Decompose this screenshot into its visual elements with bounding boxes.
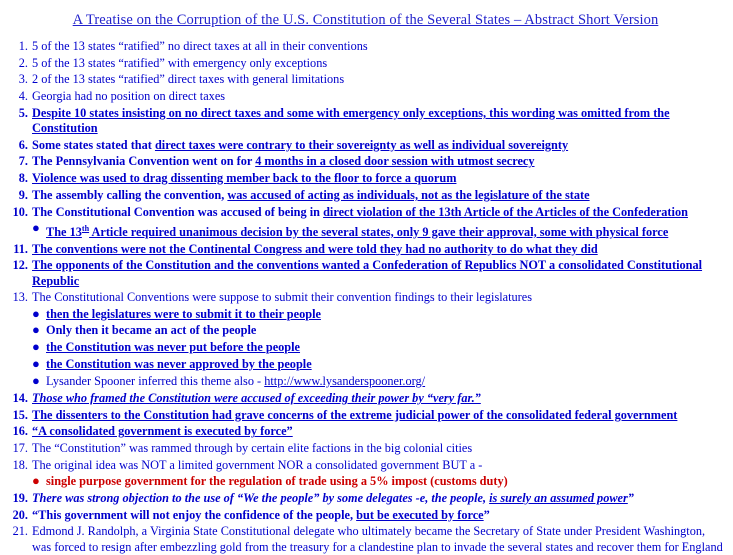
sub-list-13 — [32, 307, 725, 390]
bullet-icon: ● — [32, 219, 40, 235]
list-item-number: 14. — [12, 391, 28, 406]
list-item-number: 10. — [12, 204, 28, 219]
sub-list-item — [32, 340, 725, 355]
list-item — [6, 89, 725, 104]
list-item-text-underlined: was accused of acting as individuals, not as the legislature of the state — [227, 187, 590, 202]
list-item-text: “A consolidated government is executed by force” — [32, 424, 293, 439]
list-item-number: 6. — [18, 137, 28, 152]
list-item-text-pre: The assembly calling the convention, — [32, 187, 228, 202]
sub-list-item-text: the Constitution was never approved by the people — [46, 357, 312, 372]
sub-list-item — [32, 323, 725, 338]
list-item-text: 2 of the 13 states “ratified” direct taxes with general limitations — [32, 72, 345, 87]
list-item-number: 18. — [12, 457, 28, 472]
list-item — [6, 39, 725, 54]
list-item-text-pre: The Pennsylvania Convention went on for — [32, 154, 256, 169]
list-item-text-pre: The Constitutional Convention was accused of being in — [32, 204, 324, 219]
list-item-text: The opponents of the Constitution and the conventions wanted a Confederation of Republics NOT a consolidated Constitutional Republic — [32, 258, 703, 288]
list-item-text-underlined: direct violation of the 13th Article of the Articles of the Confederation — [323, 204, 688, 219]
list-item-number: 20. — [12, 507, 28, 522]
list-item-text: 5 of the 13 states “ratified” with emergency only exceptions — [32, 55, 328, 70]
list-item-number: 3. — [18, 72, 28, 87]
sub-list-item-text: the Constitution was never put before the people — [46, 340, 301, 355]
sub-list-item-text-post: Article required unanimous decision by the several states, only 9 gave their approval, some with physical force — [89, 224, 669, 239]
list-item-number: 16. — [12, 424, 28, 439]
list-item-text-post: ” — [627, 491, 634, 505]
list-item — [6, 524, 725, 554]
sub-list-item-text: Only then it became an act of the people — [46, 323, 257, 338]
list-item — [6, 138, 725, 153]
list-item-text: Despite 10 states insisting on no direct taxes and some with emergency only exceptions, this wording was omitted from the Constitution — [32, 105, 670, 136]
list-item-number: 19. — [12, 491, 28, 505]
list-item-text: Violence was used to drag dissenting member back to the floor to force a quorum — [32, 171, 457, 186]
list-item — [6, 408, 725, 423]
list-item-number: 5. — [18, 105, 28, 120]
list-item-number: 11. — [13, 241, 28, 256]
lysander-spooner-link[interactable]: http://www.lysanderspooner.org/ — [264, 374, 426, 389]
list-item — [6, 171, 725, 186]
sub-list-item-text: then the legislatures were to submit it to their people — [46, 306, 321, 321]
list-item-text-pre: There was strong objection to the use of “We the people” by some delegates -e, the people, — [32, 491, 490, 505]
list-item — [6, 290, 725, 389]
bullet-icon: ● — [32, 305, 40, 321]
sub-list-item — [32, 221, 725, 241]
sub-list-item — [32, 357, 725, 372]
list-item-text: The Constitutional Conventions were suppose to submit their convention findings to their legislatures — [32, 290, 533, 305]
list-item-number: 8. — [18, 171, 28, 186]
list-item-number: 12. — [12, 258, 28, 273]
list-item-text: The “Constitution” was rammed through by certain elite factions in the big colonial cities — [32, 441, 473, 456]
page-title: A Treatise on the Corruption of the U.S. Constitution of the Several States – Abstract Short Version — [72, 12, 659, 28]
list-item-text: Those who framed the Constitution were accused of exceeding their power by “very far.” — [32, 391, 481, 406]
bullet-icon: ● — [32, 322, 40, 338]
list-item-number: 13. — [12, 290, 28, 305]
list-item — [6, 154, 725, 169]
list-item-text: The dissenters to the Constitution had grave concerns of the extreme judicial power of the consolidated federal government — [32, 407, 678, 422]
list-item — [6, 72, 725, 87]
list-item-text: Georgia had no position on direct taxes — [32, 89, 226, 104]
bullet-icon: ● — [32, 356, 40, 372]
list-item-text: The original idea was NOT a limited government NOR a consolidated government BUT a - — [32, 457, 483, 472]
sub-list-10 — [32, 221, 725, 241]
list-item-number: 4. — [18, 89, 28, 104]
list-item-number: 21. — [12, 524, 28, 539]
list-item — [6, 258, 725, 288]
treatise-list — [6, 39, 725, 555]
sub-list-item-text-pre: The 13 — [46, 224, 82, 239]
list-item-number: 15. — [12, 407, 28, 422]
list-item-text-pre: Some states stated that — [32, 137, 155, 152]
list-item — [6, 491, 725, 506]
list-item — [6, 391, 725, 406]
list-item — [6, 441, 725, 456]
list-item-number: 7. — [18, 154, 28, 169]
list-item — [6, 56, 725, 71]
list-item-text-pre: “This government will not enjoy the confidence of the people, — [32, 507, 357, 522]
list-item-text: Edmond J. Randolph, a Virginia State Constitutional delegate who ultimately became the Secretary of State under President Washington, was forced to resign after embezzling gold from the treasury for a clandestine plan to invade the several states and recover them for England — [32, 524, 723, 554]
list-item-text-underlined: but be executed by force — [356, 507, 484, 522]
sub-list-item-text: Lysander Spooner inferred this theme also - — [46, 374, 265, 389]
list-item-number: 9. — [18, 187, 28, 202]
bullet-icon: ● — [32, 473, 40, 489]
list-item — [6, 106, 725, 136]
sub-list-item — [32, 474, 725, 489]
list-item — [6, 242, 725, 257]
list-item-text-post: ” — [483, 507, 490, 522]
sub-list-item — [32, 374, 725, 389]
list-item-number: 2. — [18, 55, 28, 70]
list-item — [6, 508, 725, 523]
sub-list-18 — [32, 474, 725, 489]
bullet-icon: ● — [32, 373, 40, 389]
sub-list-item-superscript: th — [81, 223, 90, 233]
list-item — [6, 424, 725, 439]
sub-list-item-text: single purpose government for the regulation of trade using a 5% impost (customs duty) — [46, 474, 508, 489]
list-item-text: The conventions were not the Continental Congress and were told they had no authority to do what they did — [32, 241, 598, 256]
list-item-text-underlined: 4 months in a closed door session with utmost secrecy — [255, 154, 535, 169]
list-item-number: 1. — [18, 39, 28, 53]
list-item-text: 5 of the 13 states “ratified” no direct taxes at all in their conventions — [32, 39, 368, 53]
bullet-icon: ● — [32, 339, 40, 355]
sub-list-item — [32, 307, 725, 322]
list-item — [6, 458, 725, 490]
list-item-number: 17. — [12, 441, 28, 456]
list-item — [6, 188, 725, 203]
list-item — [6, 205, 725, 241]
list-item-text-underlined: direct taxes were contrary to their sovereignty as well as individual sovereignty — [154, 137, 569, 152]
list-item-text-underlined: is surely an assumed power — [489, 491, 628, 505]
